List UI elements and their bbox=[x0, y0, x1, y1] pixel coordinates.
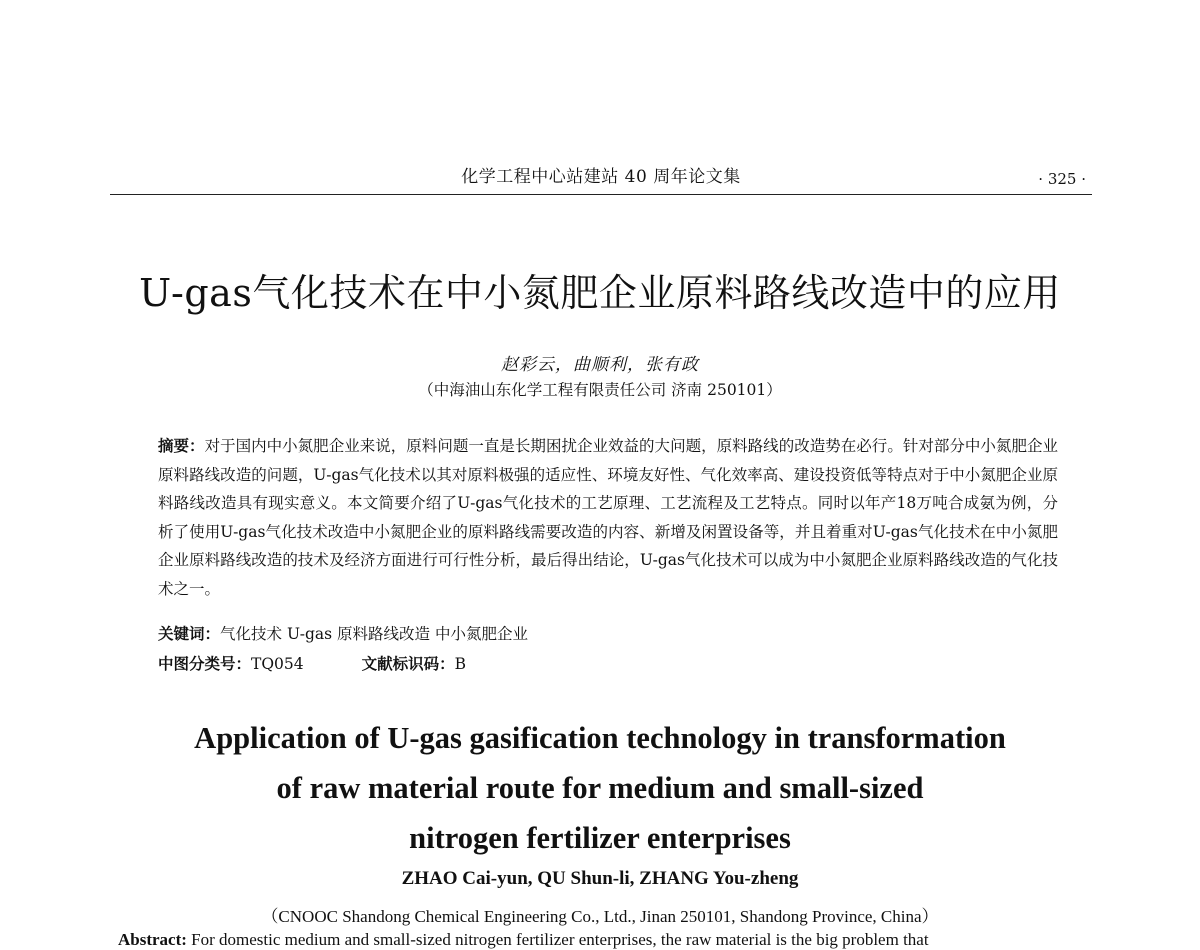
page-number: · 325 · bbox=[1038, 170, 1086, 188]
english-title-line: Application of U-gas gasification technology in transformation bbox=[194, 721, 1006, 755]
chinese-keywords bbox=[158, 622, 528, 644]
english-affiliation: （CNOOC Shandong Chemical Engineering Co., Ltd., Jinan 250101, Shandong Province, China） bbox=[261, 907, 939, 926]
chinese-affiliation: （中海油山东化学工程有限责任公司 济南 250101） bbox=[418, 381, 782, 399]
chinese-keywords-label: 关键词： bbox=[158, 625, 221, 643]
english-title bbox=[0, 713, 1200, 863]
chinese-keywords-text: 气化技术 U-gas 原料路线改造 中小氮肥企业 bbox=[220, 625, 528, 643]
doc-code-value: B bbox=[454, 655, 467, 673]
english-authors: ZHAO Cai-yun, QU Shun-li, ZHANG You-zheng bbox=[401, 868, 799, 889]
chinese-authors: 赵彩云，曲顺利，张有政 bbox=[501, 355, 699, 375]
english-abstract bbox=[118, 930, 1098, 950]
running-header bbox=[110, 160, 1092, 195]
chinese-title: U-gas气化技术在中小氮肥企业原料路线改造中的应用 bbox=[139, 271, 1061, 315]
doc-code-label: 文献标识码： bbox=[361, 655, 455, 673]
running-title: 化学工程中心站建站 40 周年论文集 bbox=[461, 167, 741, 187]
class-number-label: 中图分类号： bbox=[158, 655, 252, 673]
english-abstract-label: Abstract: bbox=[118, 930, 187, 949]
class-number-value: TQ054 bbox=[251, 655, 304, 673]
english-title-line: nitrogen fertilizer enterprises bbox=[409, 821, 791, 855]
chinese-abstract-text: 对于国内中小氮肥企业来说，原料问题一直是长期困扰企业效益的大问题，原料路线的改造势在必行。针对部分中小氮肥企业原料路线改造的问题，U-gas气化技术以其对原料极强的适应性、环境友好性、气化效率高、建设投资低等特点对于中小氮肥企业原料路线改造具有现实意义。本文简要介绍了U-gas气化技术的工艺原理、工艺流程及工艺特点。同时以年产18万吨合成氨为例，分析了使用U-gas气化技术改造中小氮肥企业的原料路线需要改造的内容、新增及闲置设备等，并且着重对U-gas气化技术在中小氮肥企业原料路线改造的技术及经济方面进行可行性分析，最后得出结论，U-gas气化技术可以成为中小氮肥企业原料路线改造的气化技术之一。 bbox=[158, 437, 1058, 598]
chinese-abstract bbox=[158, 432, 1058, 603]
english-abstract-text: For domestic medium and small-sized nitrogen fertilizer enterprises, the raw material is the big problem that bbox=[191, 930, 929, 949]
chinese-abstract-label: 摘要： bbox=[158, 437, 205, 455]
english-title-line: of raw material route for medium and small-sized bbox=[276, 771, 924, 805]
classification-line bbox=[158, 652, 466, 674]
